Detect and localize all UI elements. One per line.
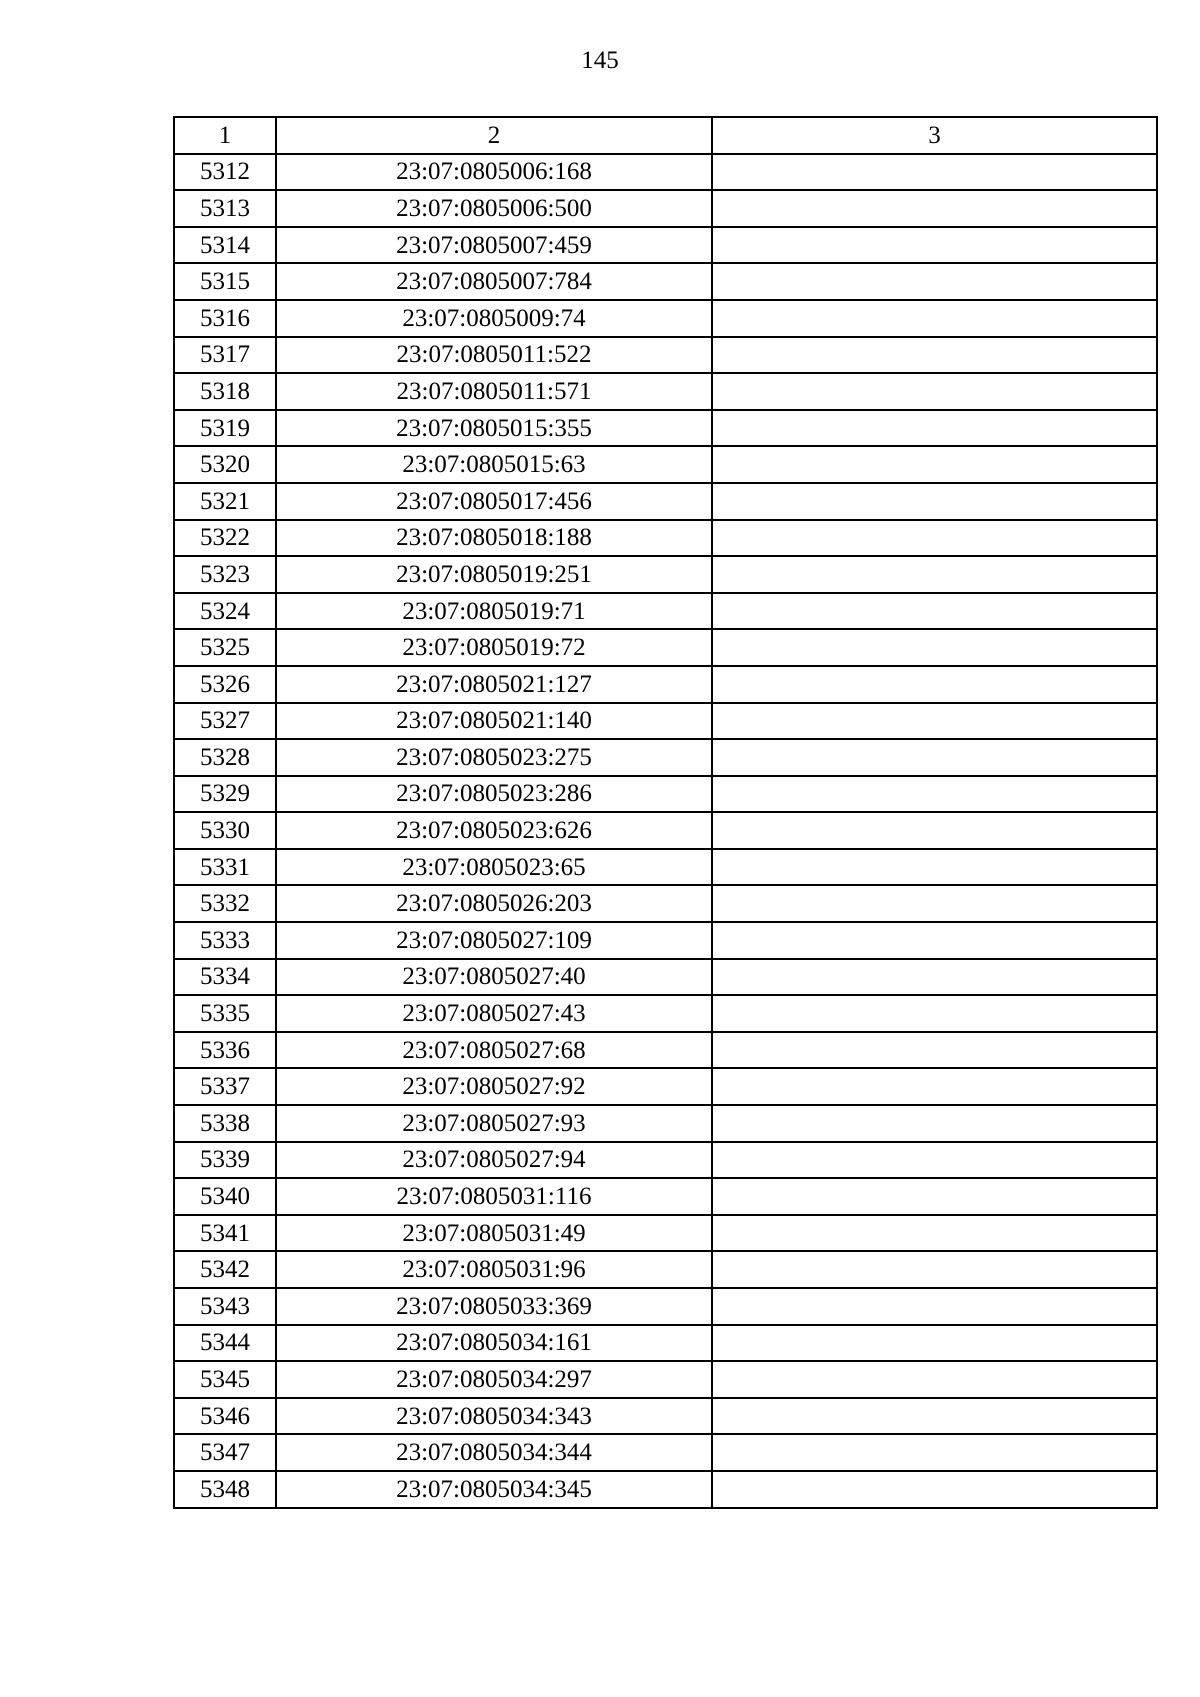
column-3-cell [712, 922, 1157, 959]
cadastral-number-cell: 23:07:0805027:93 [276, 1105, 712, 1142]
table-row [174, 703, 1157, 740]
row-number-cell: 5333 [174, 922, 276, 959]
row-number-cell: 5325 [174, 629, 276, 666]
row-number-cell: 5341 [174, 1215, 276, 1252]
row-number-cell: 5337 [174, 1068, 276, 1105]
column-3-cell [712, 849, 1157, 886]
row-number-cell: 5328 [174, 739, 276, 776]
row-number-cell: 5338 [174, 1105, 276, 1142]
table-row [174, 959, 1157, 996]
cadastral-number-cell: 23:07:0805009:74 [276, 300, 712, 337]
column-3-cell [712, 995, 1157, 1032]
row-number-cell: 5343 [174, 1288, 276, 1325]
cadastral-number-cell: 23:07:0805034:344 [276, 1434, 712, 1471]
row-number-cell: 5336 [174, 1032, 276, 1069]
row-number-cell: 5324 [174, 593, 276, 630]
cadastral-number-cell: 23:07:0805034:297 [276, 1361, 712, 1398]
cadastral-number-cell: 23:07:0805019:251 [276, 556, 712, 593]
table-row [174, 1361, 1157, 1398]
cadastral-number-cell: 23:07:0805027:92 [276, 1068, 712, 1105]
table-row [174, 1434, 1157, 1471]
column-3-cell [712, 1471, 1157, 1508]
cadastral-number-cell: 23:07:0805023:275 [276, 739, 712, 776]
table-row [174, 446, 1157, 483]
table-row [174, 666, 1157, 703]
column-3-cell [712, 1215, 1157, 1252]
table-row [174, 1215, 1157, 1252]
column-3-cell [712, 739, 1157, 776]
row-number-cell: 5312 [174, 154, 276, 191]
table-row [174, 1398, 1157, 1435]
column-3-cell [712, 1142, 1157, 1179]
row-number-cell: 5347 [174, 1434, 276, 1471]
table-row [174, 154, 1157, 191]
cadastral-number-cell: 23:07:0805034:161 [276, 1325, 712, 1362]
table-row [174, 776, 1157, 813]
row-number-cell: 5340 [174, 1178, 276, 1215]
column-3-cell [712, 263, 1157, 300]
table-row [174, 263, 1157, 300]
table-row [174, 1288, 1157, 1325]
table-row [174, 812, 1157, 849]
table-row [174, 1068, 1157, 1105]
column-3-cell [712, 1325, 1157, 1362]
column-3-cell [712, 703, 1157, 740]
column-3-cell [712, 1068, 1157, 1105]
column-3-cell [712, 483, 1157, 520]
cadastral-number-cell: 23:07:0805033:369 [276, 1288, 712, 1325]
cadastral-number-cell: 23:07:0805011:522 [276, 337, 712, 374]
row-number-cell: 5348 [174, 1471, 276, 1508]
row-number-cell: 5316 [174, 300, 276, 337]
column-3-cell [712, 337, 1157, 374]
cadastral-number-cell: 23:07:0805017:456 [276, 483, 712, 520]
row-number-cell: 5320 [174, 446, 276, 483]
table-row [174, 849, 1157, 886]
cadastral-number-cell: 23:07:0805019:71 [276, 593, 712, 630]
row-number-cell: 5326 [174, 666, 276, 703]
column-3-cell [712, 1251, 1157, 1288]
table-row [174, 922, 1157, 959]
table-row [174, 520, 1157, 557]
row-number-cell: 5342 [174, 1251, 276, 1288]
row-number-cell: 5314 [174, 227, 276, 264]
table-row [174, 739, 1157, 776]
column-3-cell [712, 885, 1157, 922]
table-row [174, 373, 1157, 410]
cadastral-number-cell: 23:07:0805031:96 [276, 1251, 712, 1288]
cadastral-number-cell: 23:07:0805034:345 [276, 1471, 712, 1508]
row-number-cell: 5313 [174, 190, 276, 227]
table-row [174, 190, 1157, 227]
cadastral-number-cell: 23:07:0805006:500 [276, 190, 712, 227]
registry-table [173, 116, 1158, 1509]
column-3-cell [712, 520, 1157, 557]
cadastral-number-cell: 23:07:0805034:343 [276, 1398, 712, 1435]
row-number-cell: 5322 [174, 520, 276, 557]
table-row [174, 1032, 1157, 1069]
table-header-row [174, 117, 1157, 154]
table-row [174, 227, 1157, 264]
column-3-cell [712, 1288, 1157, 1325]
row-number-cell: 5323 [174, 556, 276, 593]
column-3-cell [712, 812, 1157, 849]
row-number-cell: 5339 [174, 1142, 276, 1179]
column-3-cell [712, 1105, 1157, 1142]
cadastral-number-cell: 23:07:0805026:203 [276, 885, 712, 922]
column-3-cell [712, 1032, 1157, 1069]
cadastral-number-cell: 23:07:0805011:571 [276, 373, 712, 410]
page-number: 145 [581, 47, 619, 74]
table-row [174, 629, 1157, 666]
cadastral-number-cell: 23:07:0805015:355 [276, 410, 712, 447]
row-number-cell: 5327 [174, 703, 276, 740]
column-3-cell [712, 556, 1157, 593]
column-3-cell [712, 1398, 1157, 1435]
row-number-cell: 5332 [174, 885, 276, 922]
row-number-cell: 5345 [174, 1361, 276, 1398]
cadastral-number-cell: 23:07:0805023:65 [276, 849, 712, 886]
cadastral-number-cell: 23:07:0805023:286 [276, 776, 712, 813]
cadastral-number-cell: 23:07:0805027:40 [276, 959, 712, 996]
cadastral-number-cell: 23:07:0805007:784 [276, 263, 712, 300]
cadastral-number-cell: 23:07:0805027:94 [276, 1142, 712, 1179]
column-3-cell [712, 373, 1157, 410]
column-3-cell [712, 446, 1157, 483]
row-number-cell: 5334 [174, 959, 276, 996]
cadastral-number-cell: 23:07:0805023:626 [276, 812, 712, 849]
column-3-cell [712, 1361, 1157, 1398]
column-3-cell [712, 666, 1157, 703]
column-header-2: 2 [276, 117, 712, 154]
table-row [174, 1251, 1157, 1288]
cadastral-number-cell: 23:07:0805019:72 [276, 629, 712, 666]
column-3-cell [712, 1434, 1157, 1471]
column-3-cell [712, 410, 1157, 447]
table-row [174, 556, 1157, 593]
row-number-cell: 5321 [174, 483, 276, 520]
table-row [174, 1471, 1157, 1508]
row-number-cell: 5331 [174, 849, 276, 886]
table-row [174, 1178, 1157, 1215]
cadastral-number-cell: 23:07:0805018:188 [276, 520, 712, 557]
row-number-cell: 5318 [174, 373, 276, 410]
row-number-cell: 5319 [174, 410, 276, 447]
column-header-1: 1 [174, 117, 276, 154]
table-row [174, 593, 1157, 630]
cadastral-number-cell: 23:07:0805015:63 [276, 446, 712, 483]
registry-table-body [174, 117, 1157, 1508]
column-3-cell [712, 629, 1157, 666]
column-3-cell [712, 154, 1157, 191]
cadastral-number-cell: 23:07:0805006:168 [276, 154, 712, 191]
column-3-cell [712, 593, 1157, 630]
row-number-cell: 5335 [174, 995, 276, 1032]
cadastral-number-cell: 23:07:0805027:68 [276, 1032, 712, 1069]
column-3-cell [712, 1178, 1157, 1215]
table-row [174, 410, 1157, 447]
row-number-cell: 5317 [174, 337, 276, 374]
table-row [174, 1105, 1157, 1142]
table-row [174, 1142, 1157, 1179]
column-header-3: 3 [712, 117, 1157, 154]
table-row [174, 483, 1157, 520]
row-number-cell: 5346 [174, 1398, 276, 1435]
cadastral-number-cell: 23:07:0805021:127 [276, 666, 712, 703]
column-3-cell [712, 959, 1157, 996]
cadastral-number-cell: 23:07:0805007:459 [276, 227, 712, 264]
column-3-cell [712, 190, 1157, 227]
table-row [174, 995, 1157, 1032]
row-number-cell: 5329 [174, 776, 276, 813]
cadastral-number-cell: 23:07:0805031:49 [276, 1215, 712, 1252]
column-3-cell [712, 227, 1157, 264]
cadastral-number-cell: 23:07:0805031:116 [276, 1178, 712, 1215]
cadastral-number-cell: 23:07:0805021:140 [276, 703, 712, 740]
table-row [174, 300, 1157, 337]
row-number-cell: 5330 [174, 812, 276, 849]
table-row [174, 1325, 1157, 1362]
column-3-cell [712, 776, 1157, 813]
cadastral-number-cell: 23:07:0805027:43 [276, 995, 712, 1032]
row-number-cell: 5344 [174, 1325, 276, 1362]
row-number-cell: 5315 [174, 263, 276, 300]
column-3-cell [712, 300, 1157, 337]
table-row [174, 337, 1157, 374]
cadastral-number-cell: 23:07:0805027:109 [276, 922, 712, 959]
table-row [174, 885, 1157, 922]
